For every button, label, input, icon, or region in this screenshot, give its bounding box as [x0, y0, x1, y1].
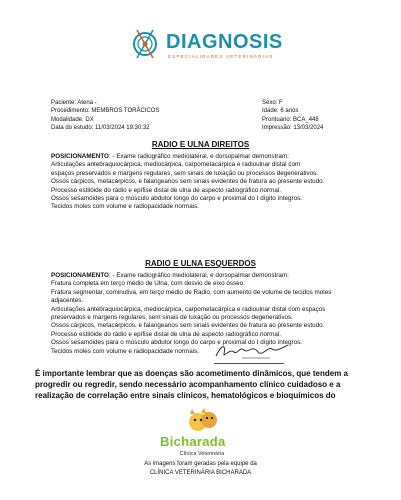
- finding-line: Ossos cárpicos, metacárpicos, e falangeanos sem sinais evidentes de fratura ao presente estudo.: [51, 322, 325, 330]
- positioning-label: POSICIONAMENTO: [51, 153, 109, 160]
- clinical-notice: É importante lembrar que as doenças são acometimento dinâmicos, que tendem a progredir ou regredir, sendo necessário acompanhamento clínico cuidadoso e a realização de correlação entre sinais clínicos, hematológicos e bioquímicos do: [35, 369, 348, 400]
- finding-line: Fratura segmentar, cominutiva, em terço médio de Radio, com aumento de volume de tecidos moles: [51, 288, 332, 296]
- patient-age: Idade: 6 anos: [262, 108, 299, 115]
- positioning-line: [51, 272, 371, 280]
- finding-line: Tecidos moles com volume e radiopacidade normais.: [51, 347, 200, 355]
- print-date: Impressão: 13/03/2024: [262, 124, 324, 131]
- section-body-left: [51, 272, 371, 356]
- patient-info-right: [262, 99, 323, 132]
- finding-line: Ossos cárpicos, metacárpicos, e falangeanos sem sinais evidentes de fratura ao presente estudo.: [51, 178, 325, 186]
- section-title-left: RADIO E ULNA ESQUERDOS: [145, 259, 256, 268]
- section-body-right: [51, 153, 371, 212]
- positioning-text: : - Exame radiográfico mediolateral, e dorsopalmar demonstram:: [108, 153, 289, 160]
- finding-line: espaços preservados e margens regulares, sem sinais de luxação ou processos degenerativos.: [51, 169, 319, 177]
- positioning-text: : - Exame radiográfico mediolateral, e dorsopalmar demonstram:: [108, 272, 289, 279]
- positioning-label: POSICIONAMENTO: [51, 272, 109, 279]
- diagnosis-logo-icon: [128, 24, 164, 64]
- study-date: Data do estudo: 11/03/2024 19:30:32: [51, 124, 150, 131]
- footer-line-1: As imagens foram geradas pela equipe da: [144, 461, 257, 467]
- procedure: Procedimento: MEMBROS TORÁCICOS: [51, 108, 160, 115]
- finding-line: adjacentes.: [51, 297, 84, 305]
- diagnosis-logo: [128, 24, 283, 66]
- modality: Modalidade: DX: [51, 116, 94, 123]
- finding-line: Processo estilóide do rádio e epífise distal de ulna de aspecto radiográfico normal.: [51, 330, 281, 338]
- footer-line-2: CLÍNICA VETERINÁRIA BICHARADA: [149, 470, 252, 476]
- logo-name: DIAGNOSIS: [166, 31, 283, 53]
- positioning-line: [51, 153, 371, 161]
- finding-line: Tecidos moles com volume e radiopacidade normais.: [51, 203, 200, 211]
- section-title-right: RADIO E ULNA DIREITOS: [151, 140, 250, 149]
- clinic-name: Bicharada: [160, 434, 226, 449]
- finding-line: Ossos sesamóides para o músculo abdutor longo do carpo e proximal do I dígito íntegros.: [51, 195, 302, 203]
- signature-line: [214, 363, 284, 364]
- clinic-subtitle: Clínica Veterinária: [179, 451, 225, 457]
- patient-name: Paciente: Atena -: [51, 100, 97, 106]
- finding-line: Ossos sesamóides para o músculo abdutor longo do carpo e proximal do I dígito íntegros.: [51, 339, 302, 347]
- bicharada-logo: [142, 408, 262, 458]
- patient-sex: Sexo: F: [262, 100, 283, 106]
- finding-line: Articulações antebraquiocárpica, mediocárpica, carpometacárpica e radioulnar distal com espaços: [51, 305, 326, 313]
- logo-tagline: ESPECIALIDADES VETERINÁRIAS: [168, 54, 274, 59]
- finding-line: Processo estilóide do rádio e epífise distal de ulna de aspecto radiográfico normal.: [51, 186, 281, 194]
- finding-line: preservados e margens regulares, sem sinais de luxação ou processos degenerativos.: [51, 314, 293, 322]
- record-number: Prontuario: BCA_448: [262, 116, 319, 123]
- pets-icon: [186, 408, 220, 434]
- signature: [212, 340, 292, 362]
- finding-line: Articulações antebraquiocárpica, mediocárpica, carpometacárpica e radioulnar distal com: [51, 161, 301, 169]
- finding-line: Fratura completa em terço médio de Ulna, com desvio de eixo ósseo.: [51, 280, 245, 288]
- patient-info-left: [51, 99, 159, 132]
